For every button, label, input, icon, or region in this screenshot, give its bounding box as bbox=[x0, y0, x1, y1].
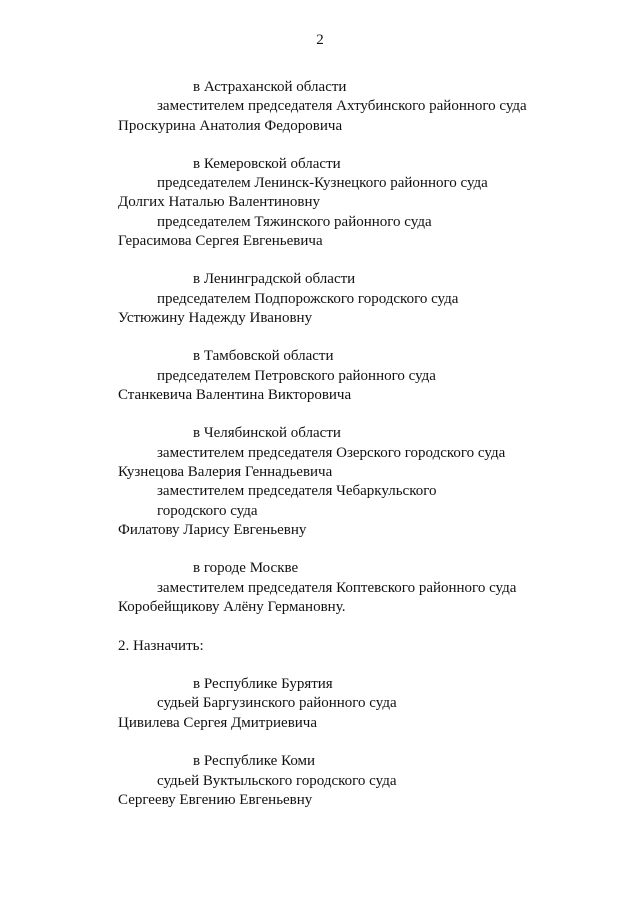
position-line: заместителем председателя Чебаркульского bbox=[157, 483, 437, 499]
position-line: городского суда bbox=[157, 503, 258, 519]
person-name: Устюжину Надежду Ивановну bbox=[118, 310, 313, 326]
section-heading: 2. Назначить: bbox=[118, 638, 204, 654]
person-name: Коробейщикову Алёну Германовну. bbox=[118, 599, 346, 615]
position-line: заместителем председателя Коптевского районного суда bbox=[157, 580, 517, 596]
person-name: Герасимова Сергея Евгеньевича bbox=[118, 233, 323, 249]
region-heading: в городе Москве bbox=[193, 560, 299, 576]
region-heading: в Астраханской области bbox=[193, 79, 347, 95]
position-line: председателем Подпорожского городского суда bbox=[157, 291, 459, 307]
person-name: Филатову Ларису Евгеньевну bbox=[118, 522, 307, 538]
region-heading: в Челябинской области bbox=[193, 425, 341, 441]
region-heading: в Тамбовской области bbox=[193, 348, 334, 364]
region-heading: в Ленинградской области bbox=[193, 271, 356, 287]
person-name: Станкевича Валентина Викторовича bbox=[118, 387, 352, 403]
page-number: 2 bbox=[316, 32, 324, 48]
position-line: заместителем председателя Озерского городского суда bbox=[157, 445, 506, 461]
region-heading: в Республике Бурятия bbox=[193, 676, 333, 692]
position-line: заместителем председателя Ахтубинского районного суда bbox=[157, 98, 527, 114]
position-line: председателем Тяжинского районного суда bbox=[157, 214, 432, 230]
person-name: Цивилева Сергея Дмитриевича bbox=[118, 715, 317, 731]
person-name: Долгих Наталью Валентиновну bbox=[118, 194, 321, 210]
position-line: председателем Петровского районного суда bbox=[157, 368, 436, 384]
position-line: судьей Баргузинского районного суда bbox=[157, 695, 397, 711]
region-heading: в Республике Коми bbox=[193, 753, 316, 769]
person-name: Сергееву Евгению Евгеньевну bbox=[118, 792, 313, 808]
position-line: председателем Ленинск-Кузнецкого районного суда bbox=[157, 175, 488, 191]
position-line: судьей Вуктыльского городского суда bbox=[157, 773, 397, 789]
person-name: Проскурина Анатолия Федоровича bbox=[118, 118, 343, 134]
person-name: Кузнецова Валерия Геннадьевича bbox=[118, 464, 333, 480]
region-heading: в Кемеровской области bbox=[193, 156, 341, 172]
